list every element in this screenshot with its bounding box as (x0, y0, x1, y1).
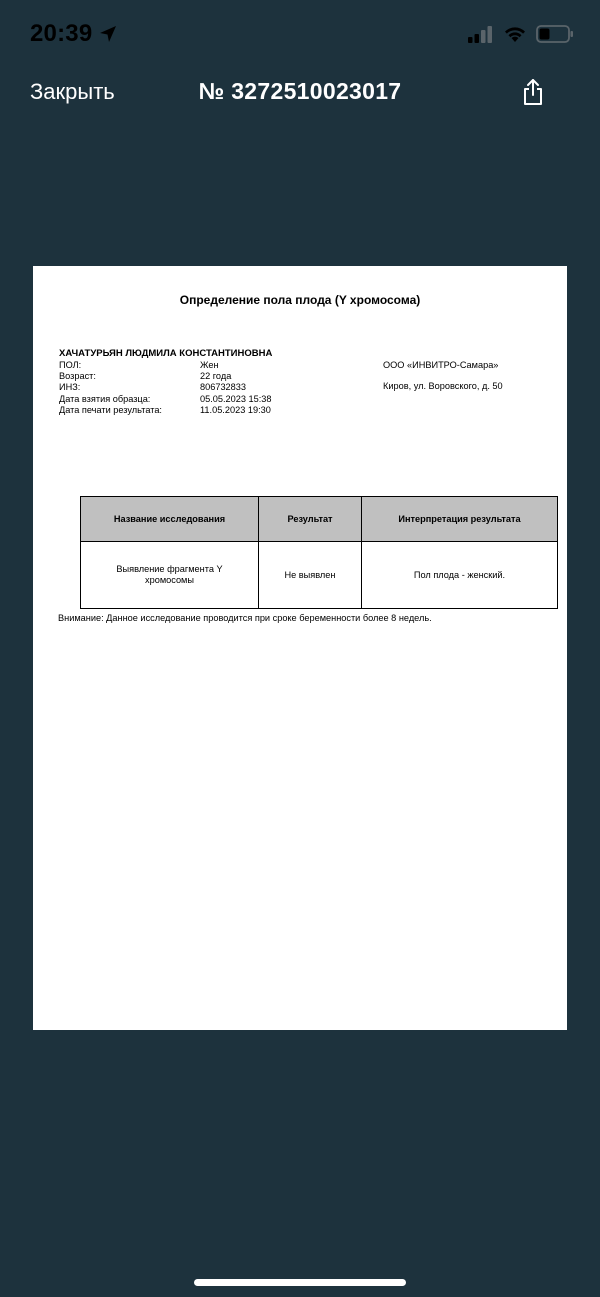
info-row-age (59, 371, 272, 382)
info-value: 806732833 (200, 382, 246, 393)
result-document[interactable] (33, 266, 567, 1030)
info-row-sample-date (59, 394, 272, 405)
location-arrow-icon (98, 24, 118, 44)
cell-result: Не выявлен (259, 542, 362, 609)
document-title (33, 293, 567, 307)
info-label: Дата взятия образца: (59, 393, 151, 404)
info-label: ИНЗ: (59, 382, 81, 393)
cell-interpretation: Пол плода - женский. (362, 542, 558, 609)
info-value: 05.05.2023 15:38 (200, 393, 272, 404)
info-value: 22 года (200, 371, 232, 382)
attention-note: Внимание: Данное исследование проводится при сроке беременности более 8 недель. (58, 613, 432, 623)
document-number-title: № 3272510023017 (198, 78, 402, 104)
patient-name: ХАЧАТУРЬЯН ЛЮДМИЛА КОНСТАНТИНОВНА (59, 348, 273, 359)
clock-time: 20:39 (30, 20, 93, 47)
column-header-interpretation: Интерпретация результата (362, 497, 558, 542)
column-header-result: Результат (259, 497, 362, 542)
info-row-sex (59, 360, 272, 371)
document-title-text: Определение пола плода (Y хромосома) (179, 293, 421, 307)
battery-icon (536, 24, 574, 44)
signal-icon (468, 25, 494, 43)
info-row-print-date (59, 405, 272, 416)
test-name-line: хромосомы (145, 575, 194, 585)
results-table (80, 496, 558, 609)
close-button[interactable]: Закрыть (30, 79, 115, 104)
lab-address: Киров, ул. Воровского, д. 50 (383, 381, 503, 391)
lab-name: ООО «ИНВИТРО-Самара» (383, 360, 499, 370)
share-icon[interactable] (522, 78, 544, 106)
info-label: Дата печати результата: (59, 404, 162, 415)
wifi-icon (503, 25, 527, 43)
home-indicator[interactable] (194, 1279, 406, 1286)
info-label: Возраст: (59, 371, 96, 382)
info-value: 11.05.2023 19:30 (200, 404, 271, 415)
status-bar-indicators (468, 24, 574, 44)
test-name-line: Выявление фрагмента Y (116, 564, 223, 574)
patient-info (59, 360, 272, 416)
column-header-test: Название исследования (81, 497, 259, 542)
info-row-inz (59, 382, 272, 393)
table-row (81, 542, 558, 609)
cell-test-name (81, 542, 259, 609)
info-label: ПОЛ: (59, 360, 82, 370)
info-value: Жен (200, 360, 219, 370)
table-header-row (81, 497, 558, 542)
status-bar-time (30, 20, 118, 48)
